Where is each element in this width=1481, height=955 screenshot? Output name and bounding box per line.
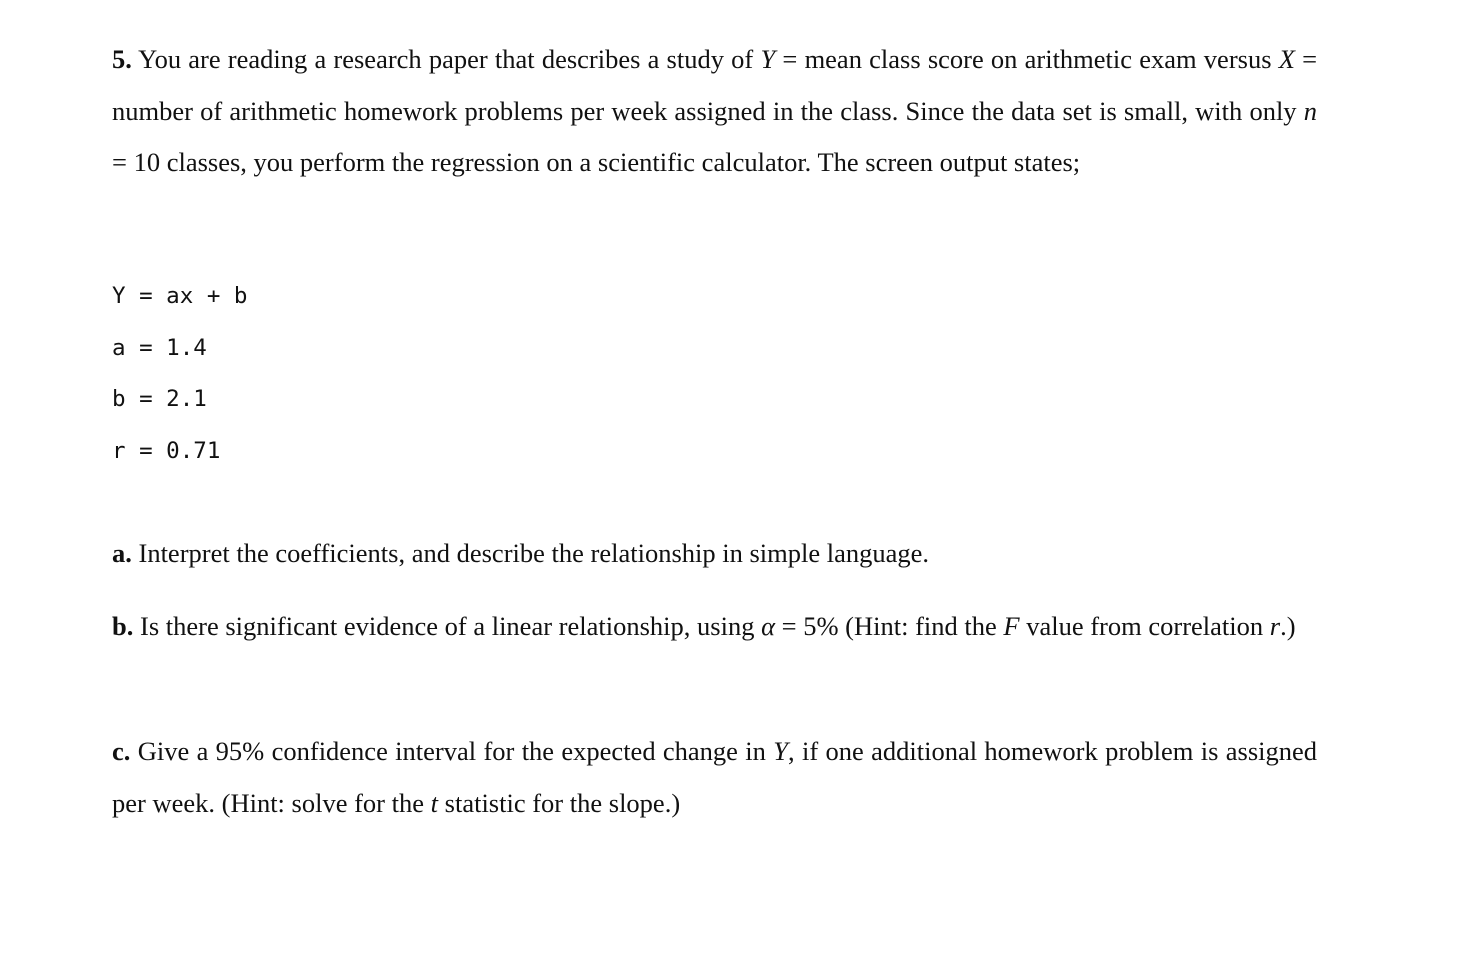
part-c-label: c. — [112, 736, 131, 766]
alpha-symbol: α — [761, 611, 775, 641]
n-variable: n — [1303, 95, 1317, 126]
calculator-line-equation: Y = ax + b — [112, 283, 248, 309]
f-symbol: F — [1003, 611, 1020, 641]
equals-sign-3: = — [112, 147, 127, 177]
part-b-text-2: (Hint: find the — [845, 611, 997, 641]
equals-sign: = — [782, 44, 798, 74]
y-variable: Y — [760, 44, 776, 74]
part-b-text-4: .) — [1280, 611, 1296, 641]
part-c-text-2: , if one additional homework problem is assigned per week. (Hint: solve for the — [112, 736, 1318, 818]
part-c-text-3: statistic for the slope.) — [444, 787, 681, 818]
calculator-line-b: b = 2.1 — [112, 386, 207, 412]
part-a-label: a. — [112, 538, 132, 568]
calculator-line-r: r = 0.71 — [112, 438, 221, 464]
n-value: 10 — [133, 147, 161, 177]
problem-number: 5. — [112, 44, 132, 74]
problem-statement — [112, 34, 1317, 189]
part-b-label: b. — [112, 611, 134, 641]
previous-content-cutoff — [112, 0, 1317, 4]
r-symbol: r — [1269, 611, 1281, 641]
problem-text-4: classes, you perform the regression on a scientific calculator. The screen output states; — [166, 147, 1081, 177]
equals-sign-4: = — [781, 611, 797, 641]
calculator-line-a: a = 1.4 — [112, 335, 207, 361]
problem-text-2: mean class score on arithmetic exam versus — [804, 44, 1272, 74]
alpha-value: 5% — [803, 611, 839, 641]
x-variable: X — [1278, 44, 1295, 74]
equals-sign-2: = — [1302, 44, 1318, 74]
y-variable-2: Y — [773, 736, 788, 766]
part-b-text-3: value from correlation — [1026, 611, 1264, 641]
part-b — [112, 601, 1317, 653]
problem-text-3: number of arithmetic homework problems per week assigned in the class. Since the data set is small, with only — [112, 95, 1297, 126]
part-a — [112, 528, 1317, 580]
part-c — [112, 726, 1317, 829]
t-symbol: t — [430, 787, 439, 818]
part-c-text-1: Give a 95% confidence interval for the expected change in — [137, 736, 766, 766]
part-a-text: Interpret the coefficients, and describe the relationship in simple language. — [138, 538, 930, 568]
part-b-text-1: Is there significant evidence of a linear relationship, using — [140, 611, 755, 641]
problem-text-1: You are reading a research paper that describes a study of — [138, 44, 754, 74]
